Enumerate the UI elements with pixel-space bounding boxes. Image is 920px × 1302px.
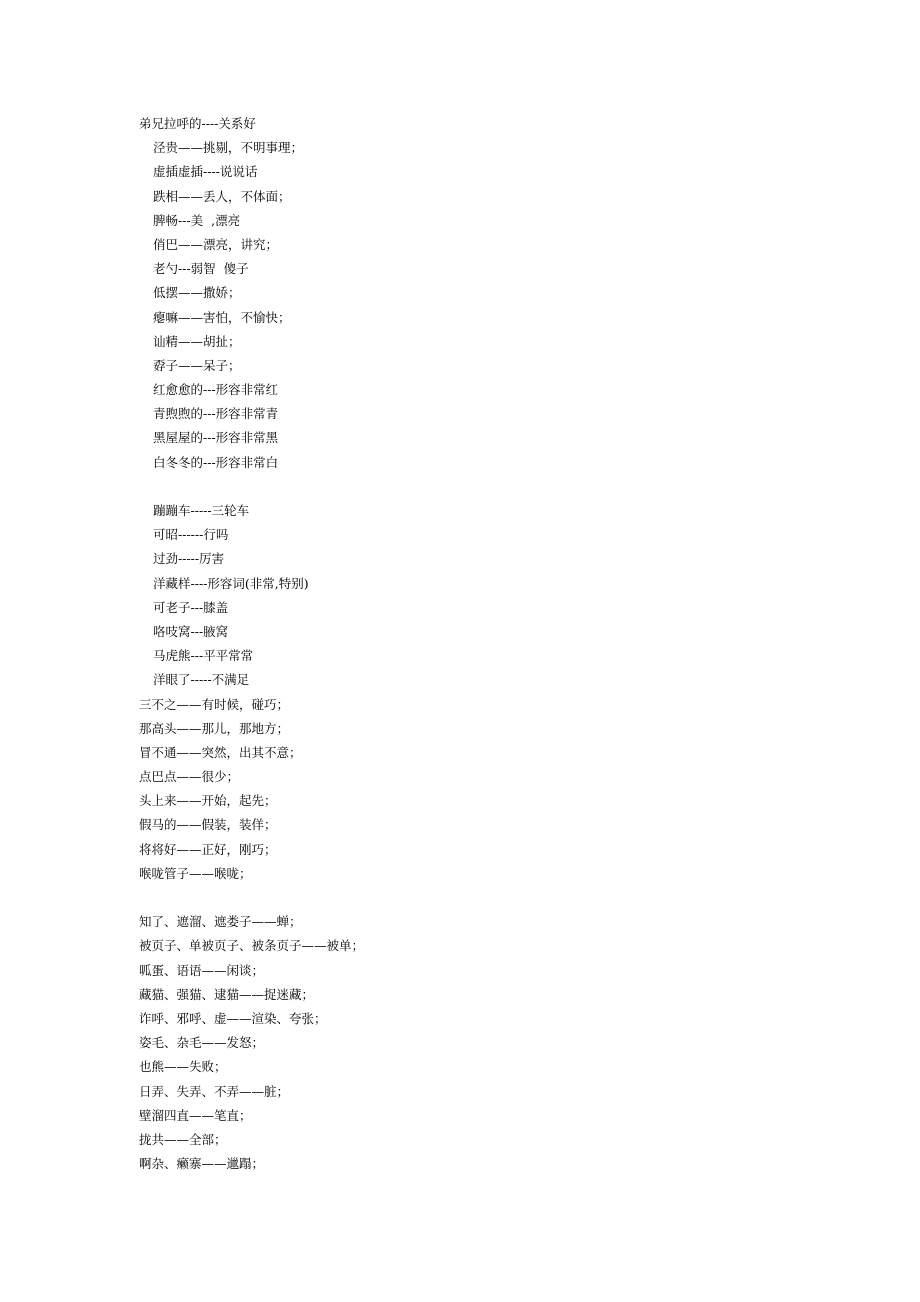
text-line: 日弄、失弄、不弄——脏； xyxy=(139,1083,290,1099)
text-line: 藏猫、强猫、逮猫——捉迷藏； xyxy=(139,986,315,1002)
text-line: 拢共——全部； xyxy=(139,1131,227,1147)
text-line: 咯吱窝---腋窝 xyxy=(153,623,229,639)
document-page xyxy=(139,112,839,1176)
text-line: 老勺---弱智 傻子 xyxy=(153,261,249,277)
text-line: 马虎熊---平平常常 xyxy=(153,648,254,664)
text-line: 孬子——呆子； xyxy=(153,357,241,373)
text-line: 啊杂、癞寨——邋蹋； xyxy=(139,1156,265,1172)
text-line: 泾贵——挑剔，不明事理； xyxy=(153,140,304,156)
text-line: 三不之——有时候，碰巧； xyxy=(139,696,290,712)
text-line: 也熊——失败； xyxy=(139,1059,227,1075)
text-line: 红愈愈的---形容非常红 xyxy=(153,382,279,398)
text-line: 弟兄拉呼的----关系好 xyxy=(139,116,256,131)
text-line: 青煦煦的---形容非常青 xyxy=(153,406,279,422)
text-line: 诈呼、邪呼、虚——渲染、夸张； xyxy=(139,1010,327,1026)
text-line: 白冬冬的---形容非常白 xyxy=(153,454,279,470)
text-line: 低摆——撒娇； xyxy=(153,285,241,301)
text-line: 冒不通——突然，出其不意； xyxy=(139,744,302,760)
text-line: 被页子、单被页子、被条页子——被单； xyxy=(139,938,365,954)
text-line: 洋藏样----形容词(非常,特别) xyxy=(153,575,309,591)
blank-line xyxy=(139,475,839,499)
text-line: 黑屋屋的---形容非常黑 xyxy=(153,430,279,446)
text-line: 姿毛、杂毛——发怒； xyxy=(139,1035,265,1051)
text-line: 可老子---膝盖 xyxy=(153,599,229,615)
text-line: 虚插虚插----说说话 xyxy=(153,164,258,180)
text-line: 点巴点——很少； xyxy=(139,769,240,785)
text-line: 跌相——丢人，不体面； xyxy=(153,188,291,204)
text-line: 瘪嘛——害怕，不愉快； xyxy=(153,309,291,325)
text-line: 俏巴——漂亮，讲究； xyxy=(153,236,279,252)
text-line: 将将好——正好，刚巧； xyxy=(139,841,277,857)
text-line: 知了、遮溜、遮娄子——蝉； xyxy=(139,914,302,930)
text-line: 脾畅---美 ,漂亮 xyxy=(153,212,241,228)
text-line: 喉咙管子——喉咙； xyxy=(139,865,252,881)
text-line: 过劲-----厉害 xyxy=(153,551,225,567)
text-line: 洋眼了-----不满足 xyxy=(153,672,250,688)
text-line: 讪精——胡扯； xyxy=(153,333,241,349)
text-line: 那高头——那儿，那地方； xyxy=(139,720,290,736)
text-line: 可昭------行吗 xyxy=(153,527,229,543)
text-line: 蹦蹦车-----三轮车 xyxy=(153,503,250,518)
text-line: 壁溜四直——笔直； xyxy=(139,1107,252,1123)
text-line: 呱蛋、语语——闲谈； xyxy=(139,962,265,978)
text-line: 假马的——假装，装佯； xyxy=(139,817,277,833)
blank-line xyxy=(139,886,839,910)
text-line: 头上来——开始，起先； xyxy=(139,793,277,809)
